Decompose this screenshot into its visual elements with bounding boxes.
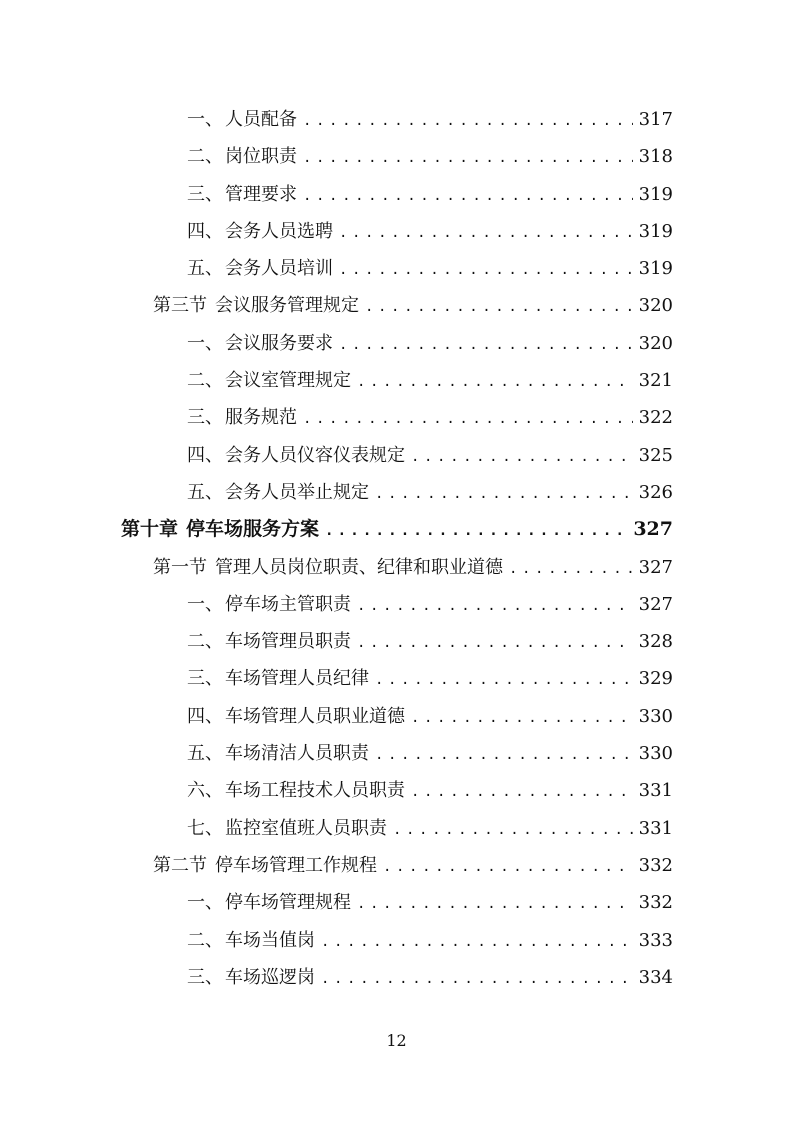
- toc-section-entry[interactable]: [0, 287, 793, 324]
- toc-entry[interactable]: [0, 623, 793, 660]
- toc-entry-number: 四、: [187, 705, 223, 727]
- toc-leader-dots: [357, 886, 633, 923]
- toc-leader-dots: [357, 588, 633, 625]
- toc-entry-page: 320: [638, 332, 673, 354]
- toc-leader-dots: [509, 551, 633, 588]
- toc-entry-page: 327: [638, 593, 673, 615]
- toc-entry-number: 七、: [187, 817, 223, 839]
- toc-entry[interactable]: [0, 772, 793, 809]
- toc-entry-number: 第一节: [153, 556, 207, 578]
- toc-leader-dots: [339, 327, 633, 364]
- toc-leader-dots: [303, 140, 633, 177]
- toc-entry[interactable]: [0, 250, 793, 287]
- toc-entry[interactable]: [0, 437, 793, 474]
- toc-leader-dots: [357, 364, 633, 401]
- toc-entry-title: 车场工程技术人员职责: [225, 780, 405, 802]
- toc-entry[interactable]: [0, 586, 793, 623]
- toc-entry-page: 319: [638, 258, 673, 280]
- toc-entry-title: 岗位职责: [225, 146, 297, 168]
- toc-entry-number: 二、: [187, 631, 223, 653]
- toc-entry-title: 会议服务管理规定: [215, 295, 359, 317]
- toc-entry-page: 327: [638, 556, 673, 578]
- toc-entry-number: 第十章: [121, 518, 179, 541]
- toc-section-entry[interactable]: [0, 549, 793, 586]
- toc-entry-title: 监控室值班人员职责: [225, 817, 387, 839]
- toc-entry-number: 二、: [187, 146, 223, 168]
- table-of-contents: [0, 101, 793, 996]
- toc-leader-dots: [411, 774, 633, 811]
- toc-entry-page: 318: [638, 146, 673, 168]
- toc-entry-page: 328: [638, 631, 673, 653]
- toc-entry[interactable]: [0, 884, 793, 921]
- toc-entry-page: 334: [638, 966, 673, 988]
- toc-entry-title: 管理要求: [225, 183, 297, 205]
- toc-leader-dots: [339, 215, 633, 252]
- toc-leader-dots: [357, 625, 633, 662]
- toc-entry[interactable]: [0, 660, 793, 697]
- toc-entry-page: 327: [633, 518, 673, 541]
- toc-entry-number: 五、: [187, 481, 223, 503]
- toc-leader-dots: [375, 476, 633, 513]
- toc-entry-page: 319: [638, 220, 673, 242]
- toc-entry-title: 会务人员仪容仪表规定: [225, 444, 405, 466]
- toc-leader-dots: [365, 289, 633, 326]
- toc-entry-title: 管理人员岗位职责、纪律和职业道德: [215, 556, 503, 578]
- toc-entry-number: 三、: [187, 407, 223, 429]
- toc-entry-number: 四、: [187, 220, 223, 242]
- toc-entry-title: 人员配备: [225, 109, 297, 130]
- toc-entry-title: 停车场服务方案: [186, 518, 320, 541]
- toc-leader-dots: [303, 103, 633, 140]
- toc-leader-dots: [393, 812, 633, 849]
- toc-entry[interactable]: [0, 325, 793, 362]
- toc-entry-page: 320: [638, 295, 673, 317]
- toc-entry-number: 一、: [187, 109, 223, 130]
- page-number: 12: [386, 1031, 407, 1050]
- toc-entry-title: 会务人员举止规定: [225, 481, 369, 503]
- toc-entry-title: 停车场管理工作规程: [215, 854, 377, 876]
- toc-entry-page: 317: [638, 109, 673, 130]
- toc-entry-number: 三、: [187, 668, 223, 690]
- toc-entry-number: 五、: [187, 258, 223, 280]
- toc-entry-page: 326: [638, 481, 673, 503]
- toc-leader-dots: [303, 401, 633, 438]
- toc-entry-title: 停车场主管职责: [225, 593, 351, 615]
- toc-leader-dots: [375, 737, 633, 774]
- toc-leader-dots: [375, 662, 633, 699]
- toc-entry-title: 车场清洁人员职责: [225, 743, 369, 765]
- toc-entry-page: 325: [638, 444, 673, 466]
- toc-entry-page: 329: [638, 668, 673, 690]
- toc-entry-title: 车场巡逻岗: [225, 966, 315, 988]
- toc-entry[interactable]: [0, 959, 793, 996]
- toc-entry[interactable]: [0, 101, 793, 138]
- toc-entry[interactable]: [0, 810, 793, 847]
- toc-entry-page: 333: [638, 929, 673, 951]
- toc-leader-dots: [321, 924, 633, 961]
- toc-entry[interactable]: [0, 138, 793, 175]
- toc-entry[interactable]: [0, 474, 793, 511]
- toc-entry-number: 五、: [187, 743, 223, 765]
- toc-entry-page: 331: [638, 780, 673, 802]
- toc-entry-title: 会议服务要求: [225, 332, 333, 354]
- toc-entry-number: 第三节: [153, 295, 207, 317]
- toc-entry-page: 332: [638, 892, 673, 914]
- toc-entry-title: 会务人员培训: [225, 258, 333, 280]
- toc-entry[interactable]: [0, 735, 793, 772]
- toc-entry[interactable]: [0, 213, 793, 250]
- toc-entry-title: 停车场管理规程: [225, 892, 351, 914]
- toc-chapter-entry[interactable]: [0, 511, 793, 548]
- toc-entry-number: 一、: [187, 332, 223, 354]
- toc-entry[interactable]: [0, 399, 793, 436]
- toc-entry-number: 第二节: [153, 854, 207, 876]
- toc-entry-title: 会议室管理规定: [225, 370, 351, 392]
- toc-entry-page: 331: [638, 817, 673, 839]
- toc-entry-number: 四、: [187, 444, 223, 466]
- toc-entry-title: 车场管理人员纪律: [225, 668, 369, 690]
- toc-leader-dots: [339, 252, 633, 289]
- toc-entry-number: 一、: [187, 593, 223, 615]
- toc-entry-number: 一、: [187, 892, 223, 914]
- toc-leader-dots: [411, 439, 633, 476]
- toc-entry-number: 六、: [187, 780, 223, 802]
- toc-entry-page: 330: [638, 705, 673, 727]
- toc-entry[interactable]: [0, 176, 793, 213]
- toc-entry-number: 三、: [187, 966, 223, 988]
- toc-entry-page: 322: [638, 407, 673, 429]
- toc-entry-number: 二、: [187, 370, 223, 392]
- toc-entry[interactable]: [0, 922, 793, 959]
- toc-entry[interactable]: [0, 698, 793, 735]
- toc-leader-dots: [383, 849, 633, 886]
- toc-entry-number: 二、: [187, 929, 223, 951]
- toc-entry-title: 车场管理人员职业道德: [225, 705, 405, 727]
- toc-entry-title: 车场管理员职责: [225, 631, 351, 653]
- toc-entry-page: 319: [638, 183, 673, 205]
- toc-entry-title: 车场当值岗: [225, 929, 315, 951]
- toc-entry-page: 332: [638, 854, 673, 876]
- toc-leader-dots: [321, 961, 633, 998]
- toc-entry-title: 服务规范: [225, 407, 297, 429]
- toc-leader-dots: [325, 513, 627, 550]
- toc-entry[interactable]: [0, 362, 793, 399]
- toc-section-entry[interactable]: [0, 847, 793, 884]
- toc-leader-dots: [411, 700, 633, 737]
- toc-entry-title: 会务人员选聘: [225, 220, 333, 242]
- toc-entry-page: 321: [638, 370, 673, 392]
- toc-entry-page: 330: [638, 743, 673, 765]
- toc-leader-dots: [303, 178, 633, 215]
- toc-entry-number: 三、: [187, 183, 223, 205]
